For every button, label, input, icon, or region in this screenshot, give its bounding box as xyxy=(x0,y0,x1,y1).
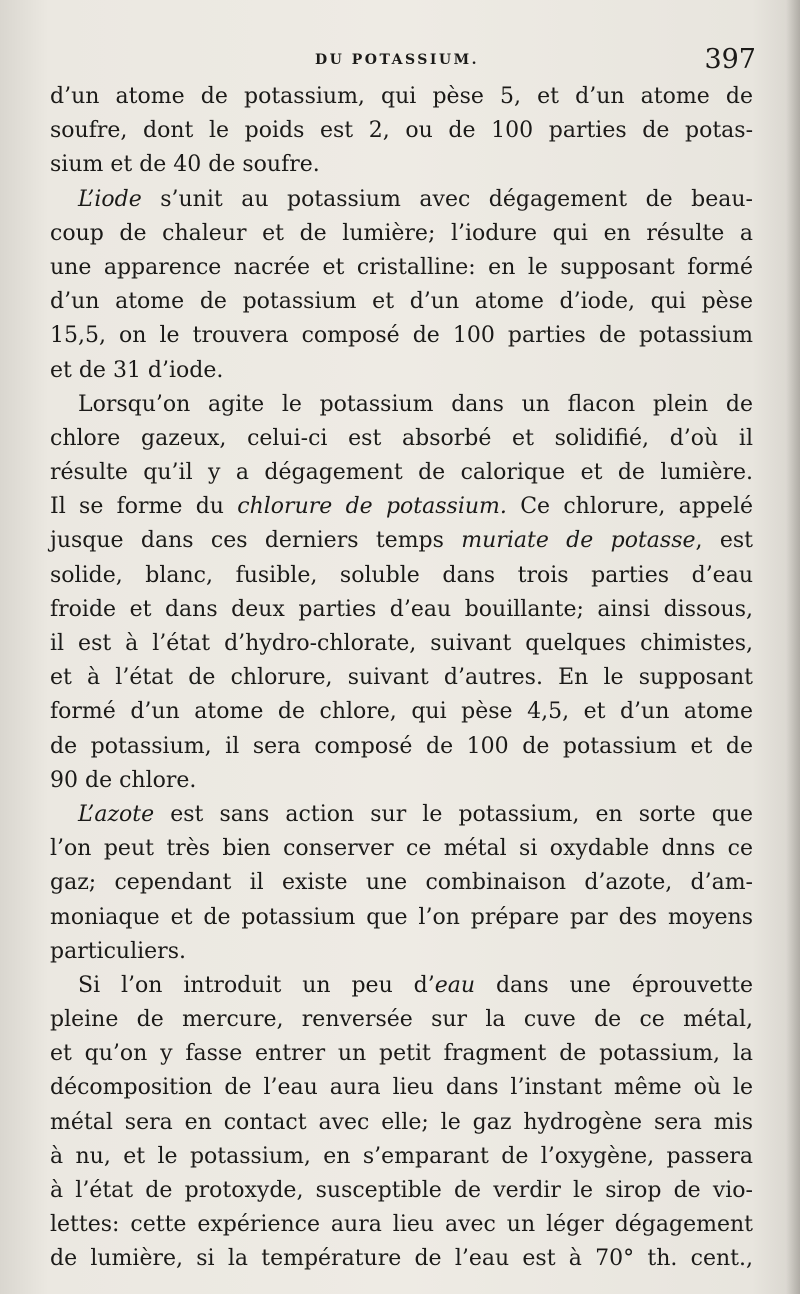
text-line xyxy=(50,661,753,695)
text-line xyxy=(50,1140,753,1174)
italic-term: L’iode xyxy=(78,186,142,212)
text-line xyxy=(50,183,753,217)
text-segment: Il se forme du xyxy=(50,494,238,520)
text-line xyxy=(50,1003,753,1037)
text-segment: froide et dans deux parties d’eau bouillante; ainsi dissous, xyxy=(50,596,753,622)
text-line xyxy=(50,901,753,935)
text-segment: d’un atome de potassium et d’un atome d’iode, qui pèse xyxy=(50,289,753,315)
text-segment: à l’état de protoxyde, susceptible de verdir le sirop de vio- xyxy=(50,1178,753,1203)
text-segment: d’un atome de potassium, qui pèse 5, et d’un atome de xyxy=(50,84,753,109)
text-line xyxy=(50,388,753,422)
text-line xyxy=(50,114,753,148)
running-head: DU POTASSIUM. xyxy=(315,52,480,68)
text-line xyxy=(50,1242,753,1276)
text-segment: de lumière, si la température de l’eau est à 70° th. cent., xyxy=(50,1246,753,1272)
text-segment: il est à l’état d’hydro-chlorate, suivant quelques chimistes, xyxy=(50,631,753,656)
text-segment: et à l’état de chlorure, suivant d’autres. En le supposant xyxy=(50,665,753,691)
text-line xyxy=(50,456,753,490)
text-segment: jusque dans ces derniers temps xyxy=(50,528,462,554)
text-line xyxy=(50,1208,753,1242)
text-line xyxy=(50,148,753,182)
text-line xyxy=(50,422,753,456)
text-line xyxy=(50,935,753,969)
text-segment: 15,5, on le trouvera composé de 100 parties de potassium xyxy=(50,323,753,349)
text-segment: dans une éprouvette xyxy=(475,972,753,998)
text-line xyxy=(50,251,753,285)
text-segment: et qu’on y fasse entrer un petit fragment de potassium, la xyxy=(50,1041,753,1067)
text-line xyxy=(50,730,753,764)
text-line xyxy=(50,832,753,866)
text-line xyxy=(50,1071,753,1105)
text-line xyxy=(50,1037,753,1071)
text-segment: et de 31 d’iode. xyxy=(50,357,224,383)
text-line xyxy=(50,217,753,251)
page-edge-shadow xyxy=(786,0,800,1294)
text-segment: formé d’un atome de chlore, qui pèse 4,5, et d’un atome xyxy=(50,699,753,725)
italic-term: chlorure de potassium. xyxy=(237,494,507,520)
text-line xyxy=(50,319,753,353)
text-segment: s’unit au potassium avec dégagement de beau- xyxy=(141,186,753,212)
text-segment: lettes: cette expérience aura lieu avec un léger dégagement xyxy=(50,1212,753,1238)
text-line xyxy=(50,354,753,388)
text-line xyxy=(50,559,753,593)
text-line xyxy=(50,866,753,900)
text-segment: est sans action sur le potassium, en sorte que xyxy=(154,801,753,827)
text-segment: sium et de 40 de soufre. xyxy=(50,152,320,178)
text-segment: chlore gazeux, celui-ci est absorbé et solidifié, d’où il xyxy=(50,425,753,451)
text-line xyxy=(50,798,753,832)
text-segment: coup de chaleur et de lumière; l’iodure qui en résulte a xyxy=(50,220,753,246)
page-number: 397 xyxy=(704,44,756,75)
italic-term: muriate de potasse xyxy=(461,528,696,554)
text-segment: moniaque et de potassium que l’on prépare par des moyens xyxy=(50,904,753,930)
text-line xyxy=(50,695,753,729)
text-segment: de potassium, il sera composé de 100 de potassium et de xyxy=(50,733,753,759)
text-segment: solide, blanc, fusible, soluble dans trois parties d’eau xyxy=(50,562,753,588)
text-segment: décomposition de l’eau aura lieu dans l’instant même où le xyxy=(50,1075,753,1101)
text-line xyxy=(50,1106,753,1140)
text-segment: une apparence nacrée et cristalline: en le supposant formé xyxy=(50,254,753,280)
text-segment: soufre, dont le poids est 2, ou de 100 parties de potas- xyxy=(50,118,753,144)
text-segment: 90 de chlore. xyxy=(50,767,197,793)
text-segment: métal sera en contact avec elle; le gaz hydrogène sera mis xyxy=(50,1109,753,1135)
page-header xyxy=(50,44,758,84)
text-segment: Lorsqu’on agite le potassium dans un flacon plein de xyxy=(78,391,753,417)
text-line xyxy=(50,524,753,558)
italic-term: eau xyxy=(434,972,476,998)
text-segment: l’on peut très bien conserver ce métal si oxydable dnns ce xyxy=(50,836,753,862)
text-segment: Si l’on introduit un peu d’ xyxy=(78,972,435,998)
text-segment: Ce chlorure, appelé xyxy=(506,494,753,520)
body-text xyxy=(50,80,753,1277)
text-line xyxy=(50,80,753,114)
text-segment: à nu, et le potassium, en s’emparant de l’oxygène, passera xyxy=(50,1143,753,1169)
text-segment: résulte qu’il y a dégagement de calorique et de lumière. xyxy=(50,460,753,486)
text-line xyxy=(50,285,753,319)
text-line xyxy=(50,593,753,627)
text-line xyxy=(50,490,753,524)
text-segment: particuliers. xyxy=(50,938,186,964)
text-line xyxy=(50,969,753,1003)
italic-term: L’azote xyxy=(78,801,155,827)
text-segment: gaz; cependant il existe une combinaison d’azote, d’am- xyxy=(50,870,753,896)
text-line xyxy=(50,1174,753,1208)
text-line xyxy=(50,764,753,798)
text-segment: pleine de mercure, renversée sur la cuve de ce métal, xyxy=(50,1007,753,1033)
text-segment: , est xyxy=(695,528,753,554)
text-line xyxy=(50,627,753,661)
